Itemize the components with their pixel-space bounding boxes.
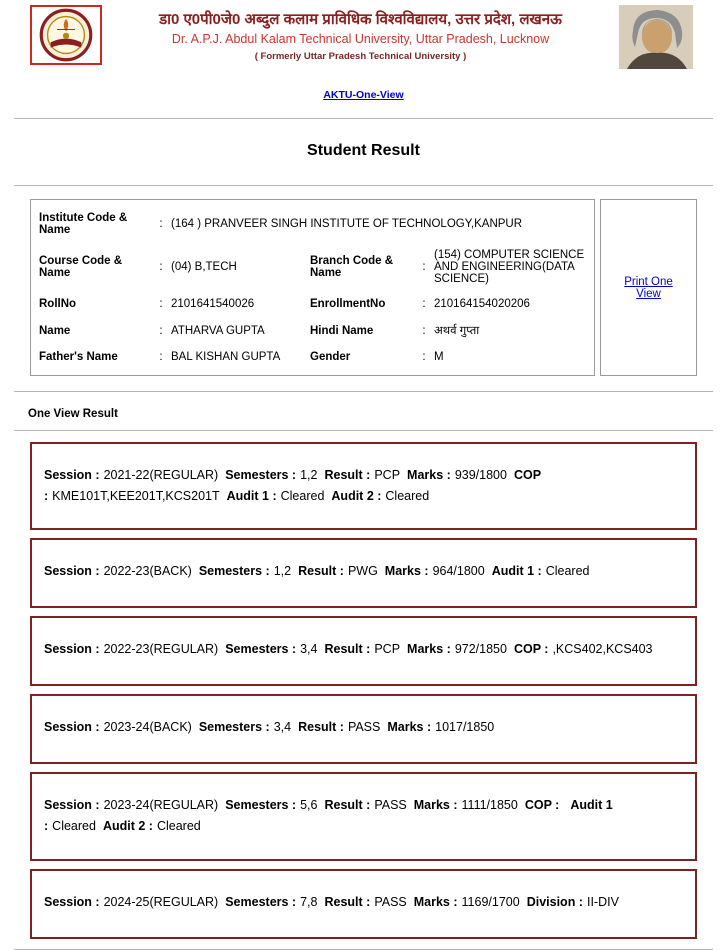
result-line: [44, 561, 683, 582]
result-value: Cleared: [156, 818, 201, 833]
result-value: 2022-23(BACK): [103, 564, 192, 579]
divider-under-info: [14, 391, 713, 392]
result-label: Audit 2 :: [102, 818, 153, 833]
divider-bottom: [14, 949, 713, 950]
result-label: Semesters :: [225, 642, 297, 657]
result-label: Session :: [44, 642, 100, 657]
result-label: Audit 1 :: [491, 564, 542, 579]
result-box-2022-23-regular: [30, 616, 697, 686]
colon: :: [159, 218, 163, 230]
page-title: Student Result: [307, 142, 420, 159]
result-value: PCP: [374, 642, 401, 657]
kalam-portrait-icon: [619, 5, 693, 69]
student-info-section: [30, 199, 697, 376]
result-value: 5,6: [300, 798, 318, 813]
colon: :: [159, 324, 163, 337]
enrollmentno-value: 210164154020206: [434, 298, 530, 310]
result-value: 2023-24(BACK): [103, 720, 192, 735]
result-label: Semesters :: [198, 564, 270, 579]
result-value: ,KCS402,KCS403: [552, 642, 653, 657]
result-label: Result :: [324, 468, 371, 482]
result-value: Cleared: [545, 564, 590, 579]
result-value: 2023-24(REGULAR): [103, 798, 219, 813]
colon: :: [422, 261, 426, 273]
result-label: Session :: [44, 564, 100, 579]
result-label: Result :: [324, 894, 371, 909]
result-value: 2021-22(REGULAR): [103, 468, 219, 482]
colon: :: [159, 298, 163, 310]
result-value: 3,4: [300, 642, 318, 657]
branch-code-name-value: (154) COMPUTER SCIENCE AND ENGINEERING(DATA SCIENCE): [434, 249, 585, 285]
result-label: Result :: [324, 798, 371, 813]
name-value: ATHARVA GUPTA: [171, 324, 265, 337]
result-label: Result :: [298, 720, 344, 735]
hindi-name-value: अथर्व गुप्ता: [434, 325, 480, 337]
result-box-2022-23-back: [30, 538, 697, 608]
print-one-view-box: [600, 199, 697, 376]
result-label: Marks :: [413, 894, 458, 909]
course-code-name-label: Course Code & Name: [39, 255, 123, 279]
result-line: [44, 892, 683, 913]
colon: :: [159, 351, 163, 363]
institute-code-name-label: Institute Code & Name: [39, 212, 128, 236]
result-value: Cleared: [52, 818, 96, 833]
result-label: Result :: [324, 642, 371, 657]
result-value: 2024-25(REGULAR): [103, 894, 219, 909]
colon: :: [422, 351, 426, 363]
student-info-grid: [39, 212, 586, 363]
one-view-link-row: [0, 85, 727, 103]
fathers-name-value: BAL KISHAN GUPTA: [171, 351, 281, 363]
formerly-note: ( Formerly Uttar Pradesh Technical University ): [254, 51, 467, 62]
result-box-2021-22-regular: [30, 442, 697, 530]
result-label: Audit 1 :: [44, 798, 613, 833]
result-box-2024-25-regular: [30, 869, 697, 939]
result-label: Marks :: [387, 720, 432, 735]
result-label: Marks :: [413, 798, 458, 813]
university-name-english: Dr. A.P.J. Abdul Kalam Technical University, Uttar Pradesh, Lucknow: [171, 32, 550, 46]
result-value: 7,8: [300, 894, 318, 909]
result-value: PASS: [374, 798, 407, 813]
result-label: Semesters :: [225, 894, 297, 909]
enrollmentno-label: EnrollmentNo: [310, 298, 386, 310]
result-label: Semesters :: [225, 468, 297, 482]
university-name-hindi: डा0 ए0पी0जे0 अब्दुल कलाम प्राविधिक विश्वविद्यालय, उत्तर प्रदेश, लखनऊ: [159, 11, 562, 28]
student-info-table: [30, 199, 595, 376]
result-line: [44, 795, 683, 836]
result-value: 1017/1850: [435, 720, 495, 735]
result-value: PASS: [374, 894, 407, 909]
result-value: 964/1800: [432, 564, 485, 579]
result-value: 2022-23(REGULAR): [103, 642, 219, 657]
university-header: [0, 5, 727, 69]
result-value: Cleared: [385, 488, 430, 503]
university-logo: [30, 5, 102, 65]
one-view-result-heading: One View Result: [28, 408, 118, 420]
result-value: 1111/1850: [461, 798, 518, 813]
result-label: Session :: [44, 798, 100, 813]
institute-code-name-value: (164 ) PRANVEER SINGH INSTITUTE OF TECHNOLOGY,KANPUR: [171, 218, 523, 230]
result-label: Session :: [44, 468, 100, 482]
divider-under-heading: [14, 430, 713, 431]
divider-top: [14, 118, 713, 119]
fathers-name-label: Father's Name: [39, 351, 118, 363]
rollno-value: 2101641540026: [171, 298, 255, 310]
colon: :: [422, 298, 426, 310]
hindi-name-label: Hindi Name: [310, 324, 374, 337]
result-value: 939/1800: [454, 468, 507, 482]
result-label: COP :: [524, 798, 560, 813]
university-emblem-icon: [39, 8, 93, 62]
divider-under-title: [14, 185, 713, 186]
result-label: Marks :: [407, 642, 451, 657]
result-value: 1169/1700: [461, 894, 520, 909]
result-box-2023-24-back: [30, 694, 697, 764]
result-label: COP :: [44, 468, 541, 503]
result-value: PWG: [347, 564, 378, 579]
result-box-2023-24-regular: [30, 772, 697, 860]
result-label: Result :: [298, 564, 344, 579]
kalam-photo: [619, 5, 693, 69]
result-label: Semesters :: [198, 720, 270, 735]
print-one-view-link[interactable]: Print One View: [624, 275, 673, 300]
result-line: [44, 639, 683, 660]
colon: :: [422, 324, 426, 337]
result-value: 1,2: [273, 564, 292, 579]
result-label: Semesters :: [225, 798, 297, 813]
result-line: [44, 465, 683, 506]
result-value: 1,2: [300, 468, 318, 482]
result-value: 3,4: [273, 720, 292, 735]
result-value: PCP: [374, 468, 401, 482]
result-value: II-DIV: [586, 894, 619, 909]
course-code-name-value: (04) B,TECH: [171, 261, 237, 273]
colon: :: [159, 261, 163, 273]
name-label: Name: [39, 324, 71, 337]
result-value: PASS: [347, 720, 381, 735]
result-value: 972/1850: [454, 642, 507, 657]
result-label: Marks :: [384, 564, 429, 579]
result-label: Session :: [44, 894, 100, 909]
result-label: Audit 2 :: [331, 488, 382, 503]
result-label: Audit 1 :: [226, 488, 277, 503]
branch-code-name-label: Branch Code & Name: [310, 255, 394, 279]
result-line: [44, 717, 683, 738]
result-label: Division :: [526, 894, 583, 909]
result-value: KME101T,KEE201T,KCS201T: [52, 488, 220, 503]
result-label: COP :: [513, 642, 549, 657]
gender-label: Gender: [310, 351, 351, 363]
result-value: Cleared: [280, 488, 325, 503]
university-titles: [102, 5, 619, 62]
rollno-label: RollNo: [39, 298, 77, 310]
result-label: Marks :: [407, 468, 451, 482]
results-list: [30, 442, 697, 939]
result-label: Session :: [44, 720, 100, 735]
aktu-one-view-link[interactable]: AKTU-One-View: [323, 89, 404, 101]
gender-value: M: [434, 351, 444, 363]
